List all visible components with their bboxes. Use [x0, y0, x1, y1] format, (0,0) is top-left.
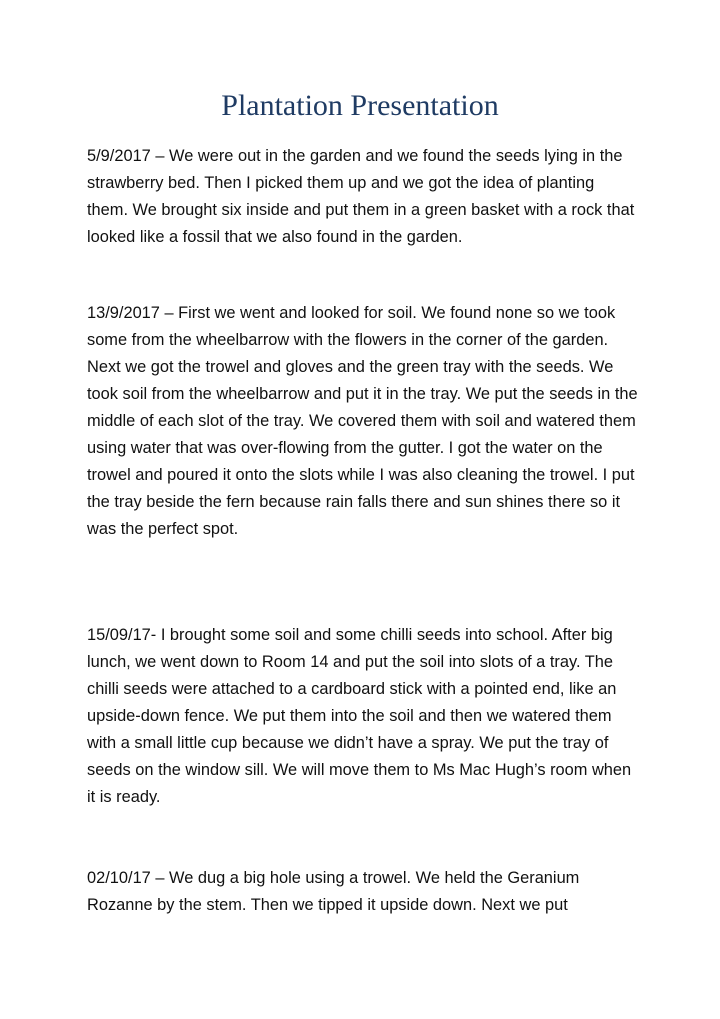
- diary-entry-2017-09-05: 5/9/2017 – We were out in the garden and we found the seeds lying in the strawberry bed. Then I picked them up and we got the idea of planting them. We brought six inside and put them in a green basket with a rock that looked like a fossil that we also found in the garden.: [87, 147, 635, 246]
- diary-entry-2017-09-15: 15/09/17- I brought some soil and some chilli seeds into school. After big lunch, we went down to Room 14 and put the soil into slots of a tray. The chilli seeds were attached to a cardboard stick with a pointed end, like an upside-down fence. We put them into the soil and then we watered them with a small little cup because we didn’t have a spray. We put the tray of seeds on the window sill. We will move them to Ms Mac Hugh’s room when it is ready.: [87, 626, 632, 806]
- diary-entry-2017-09-13: 13/9/2017 – First we went and looked for soil. We found none so we took some from the wheelbarrow with the flowers in the corner of the garden. Next we got the trowel and gloves and the green tray with the seeds. We took soil from the wheelbarrow and put it in the tray. We put the seeds in the middle of each slot of the tray. We covered them with soil and watered them using water that was over-flowing from the gutter. I got the water on the trowel and poured it onto the slots while I was also cleaning the trowel. I put the tray beside the fern because rain falls there and sun shines there so it was the perfect spot.: [87, 304, 638, 538]
- diary-entry-2017-10-02: 02/10/17 – We dug a big hole using a trowel. We held the Geranium Rozanne by the stem. Then we tipped it upside down. Next we put: [87, 869, 580, 914]
- page-title: Plantation Presentation: [221, 89, 499, 122]
